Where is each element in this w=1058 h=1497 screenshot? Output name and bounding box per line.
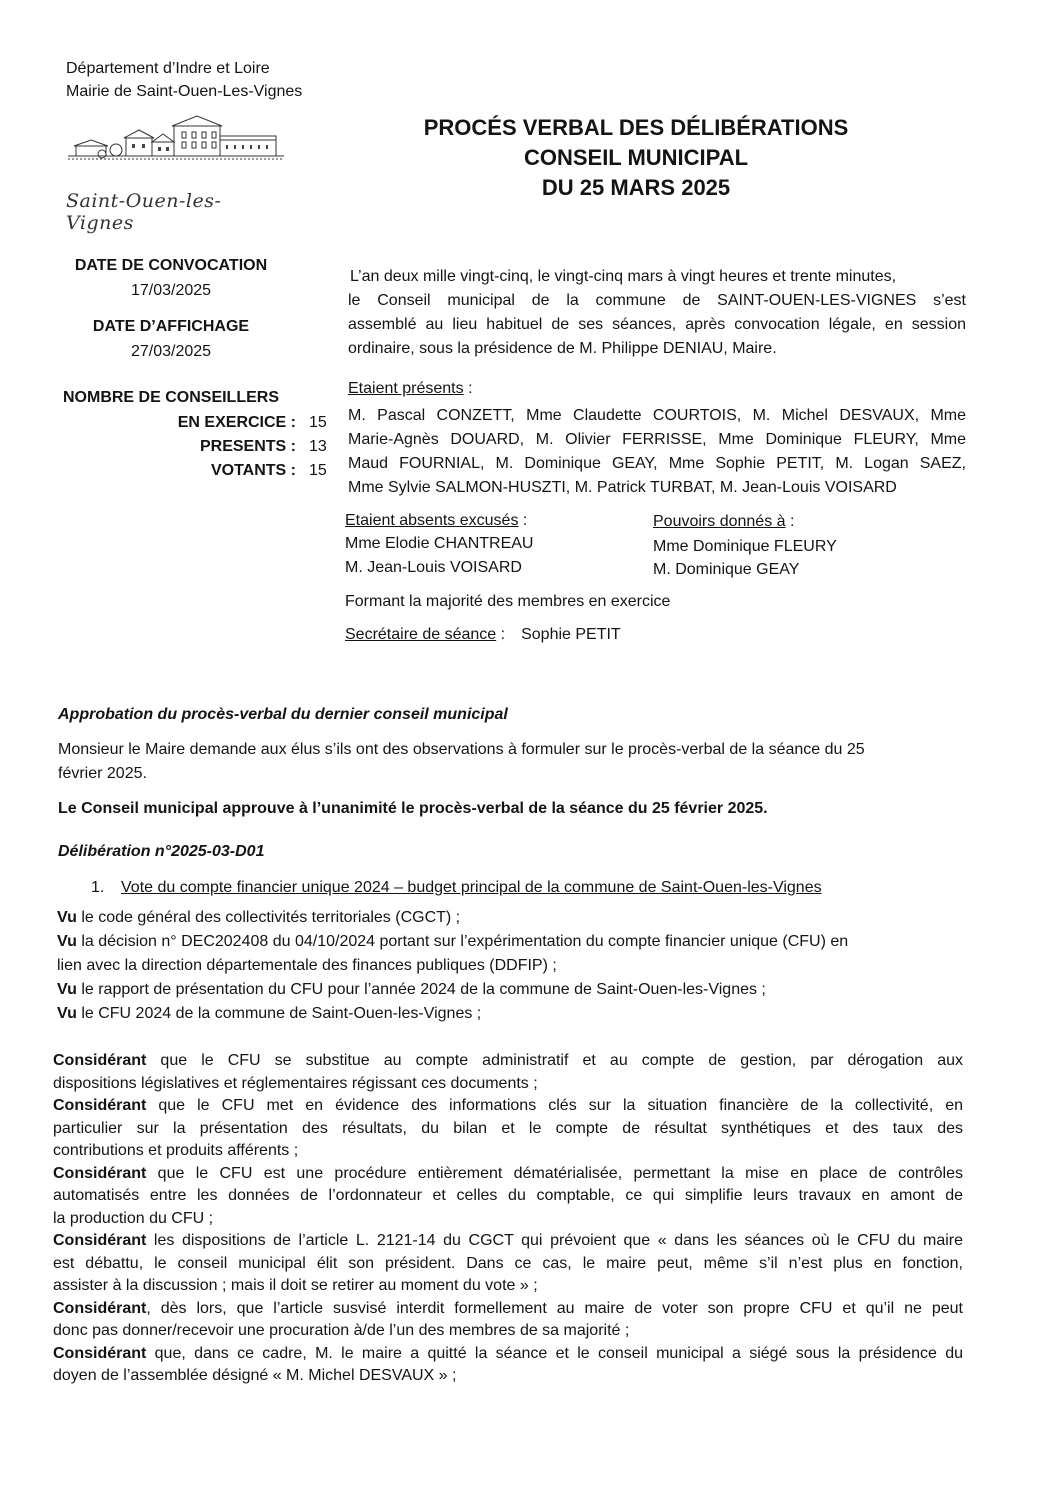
vu-item [57,978,967,1002]
considerant-item [53,1163,963,1231]
considerant-keyword: Considérant [53,1164,147,1182]
absent-name: M. Jean-Louis VOISARD [345,559,522,576]
presents-line-3: Maud FOURNIAL, M. Dominique GEAY, Mme Sophie PETIT, M. Logan SAEZ, [348,455,966,472]
considerant-text: dispositions législatives et réglementaires régissant ces documents ; [53,1074,538,1092]
presents-heading [348,377,473,401]
intro-paragraph [348,265,966,361]
approbation-line-2: février 2025. [58,765,147,782]
exercice-label: EN EXERCICE : [177,414,296,431]
deliberation-heading: Délibération n°2025-03-D01 [58,843,265,860]
considerant-keyword: Considérant [53,1344,147,1362]
secretaire-line [345,623,621,647]
considerant-item [53,1343,963,1388]
vu-keyword: Vu [57,981,77,998]
considerant-keyword: Considérant [53,1097,147,1114]
vu-keyword: Vu [57,909,77,926]
secretaire-colon: : [496,626,506,643]
considerant-item [53,1050,963,1095]
considerant-text: que le CFU est une procédure entièrement dématérialisée, permettant la mise en place de contrôles [146,1164,963,1182]
page-title [386,113,886,203]
considerant-keyword: Considérant [53,1299,147,1317]
title-line-1: PROCÉS VERBAL DES DÉLIBÉRATIONS [423,115,849,140]
absents-heading [345,509,527,533]
header-mairie: Mairie de Saint-Ouen-Les-Vignes [66,83,303,100]
votants-value: 15 [309,462,327,479]
affichage-date: 27/03/2025 [130,343,212,360]
considerant-text: donc pas donner/recevoir une procuration à/de l’un des membres de sa majorité ; [53,1322,630,1339]
approbation-text [58,738,968,786]
majorite-text: Formant la majorité des membres en exercice [345,593,671,610]
header-department: Département d’Indre et Loire [66,60,270,77]
considerant-item [53,1230,963,1298]
considerant-text: la production du CFU ; [53,1209,214,1227]
vu-text: le rapport de présentation du CFU pour l’année 2024 de la commune de Saint-Ouen-les-Vignes ; [81,981,766,998]
pouvoir-name: M. Dominique GEAY [653,561,800,578]
considerant-text: doyen de l’assemblée désigné « M. Michel DESVAUX » ; [53,1367,457,1384]
approbation-heading: Approbation du procès-verbal du dernier conseil municipal [58,706,508,723]
considerant-text: contributions et produits afférents ; [53,1142,299,1159]
vu-item [57,906,967,930]
considerant-text: que le CFU se substitue au compte administratif et au compte de gestion, par dérogation aux [146,1052,963,1069]
secretaire-name: Sophie PETIT [521,626,621,643]
considerant-text: est débattu, le conseil municipal élit son président. Dans ce cas, le maire peut, même s’il n’est plus en fonction, [53,1254,963,1272]
presents-line-1: M. Pascal CONZETT, Mme Claudette COURTOIS, M. Michel DESVAUX, Mme [348,407,966,424]
presents-colon: : [463,380,473,397]
considerants-list [53,1050,963,1388]
absent-name: Mme Elodie CHANTREAU [345,535,534,552]
title-line-3: DU 25 MARS 2025 [541,175,731,200]
vu-keyword: Vu [57,1005,77,1022]
affichage-label: DATE D’AFFICHAGE [92,318,250,335]
convocation-date: 17/03/2025 [130,282,212,299]
presents-list [348,404,966,500]
intro-line-2: le Conseil municipal de la commune de SAINT-OUEN-LES-VIGNES s’est [348,292,966,309]
pouvoir-name: Mme Dominique FLEURY [653,538,837,555]
absents-colon: : [518,512,528,529]
pouvoirs-colon: : [785,513,795,530]
presents-line-2: Marie-Agnès DOUARD, M. Olivier FERRISSE, Mme Dominique FLEURY, Mme [348,431,966,448]
intro-line-1: L’an deux mille vingt-cinq, le vingt-cinq mars à vingt heures et trente minutes, [350,268,897,285]
deliberation-item-number: 1. [91,879,105,896]
exercice-value: 15 [309,414,327,431]
vu-item [57,930,967,978]
approbation-decision: Le Conseil municipal approuve à l’unanimité le procès-verbal de la séance du 25 février 2025. [58,800,768,817]
presents-label: Etaient présents [348,380,464,397]
approbation-line-1: Monsieur le Maire demande aux élus s’ils ont des observations à formuler sur le procès-verbal de la séance du 25 [58,741,865,758]
town-logo [66,112,286,234]
considerant-keyword: Considérant [53,1232,147,1249]
presents-value: 13 [309,438,327,455]
conseillers-label: NOMBRE DE CONSEILLERS [62,389,279,406]
convocation-label: DATE DE CONVOCATION [74,257,268,274]
considerant-item [53,1298,963,1343]
absents-label: Etaient absents excusés [345,512,519,529]
considerant-text: automatisés entre les données de l’ordonnateur et celles du comptable, ce qui simplifie leurs travaux en amont de [53,1187,963,1204]
vu-text: le code général des collectivités territoriales (CGCT) ; [81,909,461,926]
presents-label: PRESENTS : [199,438,296,455]
pouvoirs-label: Pouvoirs donnés à [653,513,786,530]
considerant-text: que le CFU met en évidence des informations clés sur la situation financière de la collectivité, en [146,1097,963,1114]
vu-text: le CFU 2024 de la commune de Saint-Ouen-les-Vignes ; [81,1005,482,1022]
vu-list [57,906,967,1026]
considerant-text: que, dans ce cadre, M. le maire a quitté la séance et le conseil municipal a siégé sous la présidence du [146,1344,963,1362]
considerant-text: , dès lors, que l’article susvisé interdit formellement au maire de voter son propre CFU et qu’il ne peut [146,1299,963,1317]
presents-line-4: Mme Sylvie SALMON-HUSZTI, M. Patrick TURBAT, M. Jean-Louis VOISARD [348,479,897,496]
intro-line-3: assemblé au lieu habituel de ses séances, après convocation légale, en session [348,316,966,333]
pouvoirs-heading [653,510,794,534]
secretaire-label: Secrétaire de séance [345,626,497,643]
intro-line-4: ordinaire, sous la présidence de M. Philippe DENIAU, Maire. [348,340,777,357]
considerant-text: particulier sur la présentation des résultats, du bilan et le compte de résultat synthétiques et des taux des [53,1119,963,1137]
votants-label: VOTANTS : [210,462,296,479]
considerant-text: assister à la discussion ; mais il doit se retirer au moment du vote » ; [53,1277,538,1294]
logo-caption: Saint-Ouen-les-Vignes [66,190,222,234]
chateau-illustration-icon [66,112,286,192]
vu-keyword: Vu [57,933,77,950]
considerant-keyword: Considérant [53,1052,147,1069]
vu-text: la décision n° DEC202408 du 04/10/2024 portant sur l’expérimentation du compte financier unique (CFU) en [81,933,849,950]
deliberation-item-title: Vote du compte financier unique 2024 – budget principal de la commune de Saint-Ouen-les-Vignes [121,879,822,896]
title-line-2: CONSEIL MUNICIPAL [523,145,749,170]
considerant-item [53,1095,963,1163]
vu-text: lien avec la direction départementale des finances publiques (DDFIP) ; [57,957,557,974]
vu-item [57,1002,967,1026]
considerant-text: les dispositions de l’article L. 2121-14 du CGCT qui prévoient que « dans les séances où le CFU du maire [146,1232,963,1249]
